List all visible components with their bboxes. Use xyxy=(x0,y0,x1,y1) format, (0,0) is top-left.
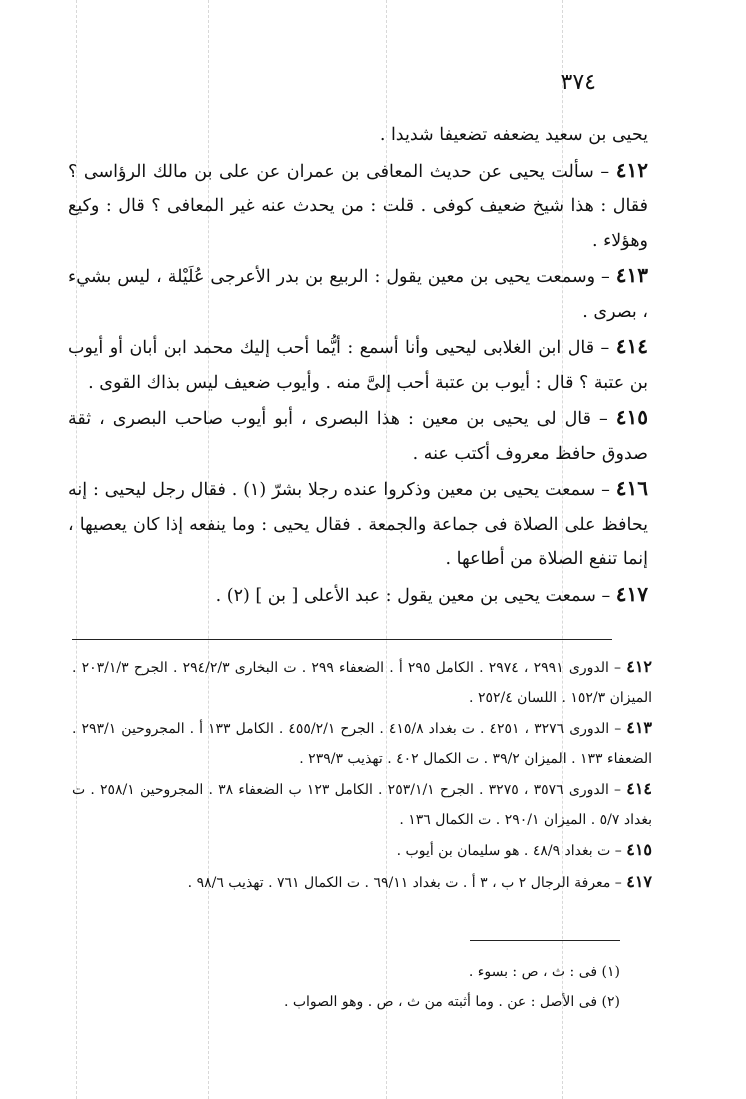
page-number: ٣٧٤ xyxy=(560,70,596,95)
reference-417 xyxy=(72,867,652,899)
reference-number: ٤١٤ xyxy=(626,779,653,798)
entry-number: ٤١٦ xyxy=(615,476,648,500)
paragraph-415 xyxy=(68,400,648,471)
entry-text: – وسمعت يحيى بن معين يقول : الربيع بن بدر الأعرجى عُلَيْلة ، ليس بشيء ، بصرى . xyxy=(68,267,648,322)
reference-text: – الدورى ٣٥٧٦ ، ٣٢٧٥ . الجرح ٢٥٣/١/١ . الكامل ١٢٣ ب الضعفاء ٣٨ . المجروحين ٢٥٨/١ . ت بغداد ٥/٧ . الميزان ٢٩٠/١ . ت الكمال ١٣٦ . xyxy=(72,782,652,828)
paragraph-412 xyxy=(68,153,648,259)
entry-text: يحيى بن سعيد يضعفه تضعيفا شديدا . xyxy=(379,125,648,145)
entry-text: – سمعت يحيى بن معين يقول : عبد الأعلى [ بن ] (٢) . xyxy=(215,585,616,606)
reference-text: – الدورى ٣٢٧٦ ، ٤٢٥١ . ت بغداد ٤١٥/٨ . الجرح ٤٥٥/٢/١ . الكامل ١٣٣ أ . المجروحين ٢٩٣/١ . الضعفاء ١٣٣ . الميزان ٣٩/٢ . ت الكمال ٤٠٢ . تهذيب ٢٣٩/٣ . xyxy=(72,721,652,767)
reference-text: – الدورى ٢٩٩١ ، ٢٩٧٤ . الكامل ٢٩٥ أ . الضعفاء ٢٩٩ . ت البخارى ٢٩٤/٢/٣ . الجرح ٢٠٣/١/٣ . الميزان ١٥٢/٣ . اللسان ٢٥٢/٤ . xyxy=(72,660,652,706)
reference-number: ٤١٢ xyxy=(626,657,652,676)
reference-number: ٤١٥ xyxy=(626,840,652,859)
entry-number: ٤١٢ xyxy=(615,157,648,182)
reference-415 xyxy=(72,835,652,867)
entry-number: ٤١٣ xyxy=(615,263,648,287)
reference-text: – ت بغداد ٤٨/٩ . هو سليمان بن أيوب . xyxy=(396,843,627,859)
main-text xyxy=(68,118,648,613)
footnotes xyxy=(220,957,620,1017)
paragraph-414 xyxy=(68,329,648,400)
entry-text: – قال لى يحيى بن معين : هذا البصرى ، أبو أيوب صاحب البصرى ، ثقة صدوق حافظ معروف أكتب عنه . xyxy=(68,409,648,464)
reference-412 xyxy=(72,652,652,713)
paragraph xyxy=(68,118,648,153)
references xyxy=(72,652,652,898)
reference-414 xyxy=(72,774,652,835)
footnote-divider xyxy=(470,940,620,941)
entry-text: – سمعت يحيى بن معين وذكروا عنده رجلا بشرّ (١) . فقال رجل ليحيى : إنه يحافظ على الصلاة فى جماعة والجمعة . فقال يحيى : وما ينفعه إذا كان يعصيها ، إنما تنفع الصلاة من أطاعها . xyxy=(68,480,648,569)
paragraph-413 xyxy=(68,258,648,329)
paragraph-416 xyxy=(68,471,648,577)
paragraph-417 xyxy=(68,577,648,614)
entry-text: – سألت يحيى عن حديث المعافى بن عمران عن على بن مالك الرؤاسى ؟ فقال : هذا شيخ ضعيف كوفى . قلت : من يحدث عنه غير المعافى ؟ قال : وكيع وهؤلاء . xyxy=(68,161,648,251)
reference-413 xyxy=(72,713,652,774)
divider xyxy=(72,639,612,640)
entry-number: ٤١٧ xyxy=(615,581,648,606)
reference-number: ٤١٣ xyxy=(626,718,652,737)
footnote: (٢) فى الأصل : عن . وما أثبته من ث ، ص . وهو الصواب . xyxy=(283,994,620,1010)
entry-number: ٤١٥ xyxy=(615,405,648,429)
footnote: (١) فى : ث ، ص : بسوء . xyxy=(468,964,620,980)
reference-number: ٤١٧ xyxy=(626,871,652,891)
entry-text: – قال ابن الغلابى ليحيى وأنا أسمع : أيُّما أحب إليك محمد ابن أبان أو أيوب بن عتبة ؟ قال : أيوب بن عتبة أحب إلىَّ منه . وأيوب ضعيف ليس بذاك القوى . xyxy=(68,338,648,393)
reference-text: – معرفة الرجال ٢ ب ، ٣ أ . ت بغداد ٦٩/١١ . ت الكمال ٧٦١ . تهذيب ٩٨/٦ . xyxy=(187,874,627,891)
entry-number: ٤١٤ xyxy=(615,334,648,358)
